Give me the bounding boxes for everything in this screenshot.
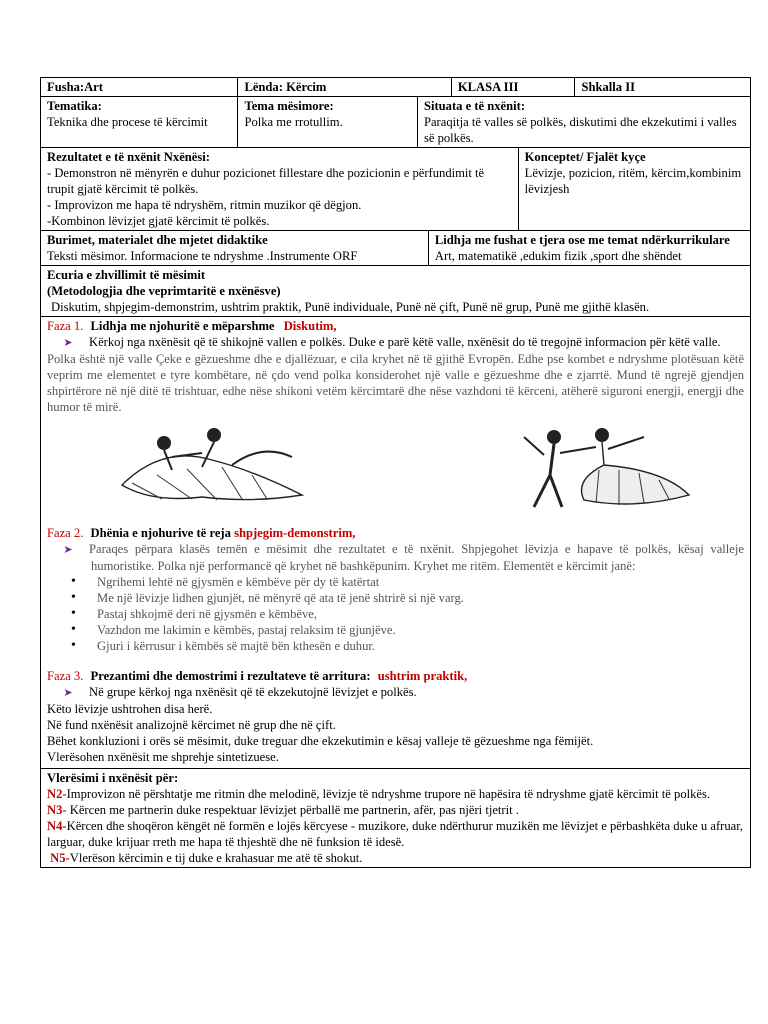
vleresimi-cell (41, 769, 750, 867)
vleresimi-item (47, 786, 744, 802)
level-badge: N3- (47, 803, 67, 817)
faza3-line: Në fund nxënësit analizojnë kërcimet në grup dhe në çift. (47, 718, 336, 732)
burimet-value: Teksti mësimor. Informacione te ndryshme .Instrumente ORF (47, 249, 358, 263)
faza3-bullet (47, 684, 744, 701)
list-item: • Ngrihemi lehtë në gjysmën e këmbëve për dy të katërtat (97, 574, 744, 590)
dancing-couple-illustration-2 (504, 425, 694, 511)
faza1-heading (47, 318, 744, 334)
konceptet-label: Konceptet/ Fjalët kyçe (524, 150, 646, 164)
rezultatet-item: - Improvizon me hapa të ndryshëm, ritmin muzikor që dëgjon. (47, 198, 362, 212)
faza2-label: Faza 2. (47, 526, 84, 540)
klasa-cell (451, 78, 575, 96)
shkalla-cell (574, 78, 750, 96)
fusha-cell (41, 78, 237, 96)
level-badge: N4- (47, 819, 67, 833)
faza1-bullet (47, 334, 744, 351)
level-badge: N5- (47, 851, 70, 865)
faza1-paragraph: Polka është një valle Çeke e gëzueshme dhe e djallëzuar, e cila kryhet në të gjithë Evropën. Edhe pse kombet e ndryshme plotësuan këtë veprim me elementet e tyre kombëtare, në çdo vend polka konsiderohet një valle e gëzueshme dhe e zjarrtë. Mund të ngrejë gjendjen shpirtërore në një ditë të trishtuar, edhe nëse shikoni vetëm kërcimtarë dhe nëse vazhdoni të kërceni, atëherë siguroni energji, energji dhe humor të mirë. (47, 352, 744, 414)
rezultatet-cell (41, 148, 518, 230)
list-item: • Vazhdon me lakimin e këmbës, pastaj relaksim të gjunjëve. (97, 622, 744, 638)
ecuria-row (40, 266, 751, 317)
faza1-bullet-text: Kërkoj nga nxënësit që të shikojnë vallen e polkës. Duke e parë këtë valle, nxënësit do të tregojnë informacion për këtë valle. (89, 335, 721, 349)
header-row (40, 77, 751, 97)
tema-label: Tema mësimore: (244, 99, 334, 113)
lidhja-cell (428, 231, 750, 265)
level-text: Vlerëson kërcimin e tij duke e krahasuar me atë të shokut. (69, 851, 363, 865)
faza2-bullet (47, 541, 744, 574)
metodologjia-title: (Metodologjia dhe veprimtaritë e nxënësve) (47, 284, 281, 298)
klasa-text: KLASA III (457, 80, 519, 94)
tema-cell (237, 97, 417, 147)
tematika-row (40, 97, 751, 148)
faza3-line: Këto lëvizje ushtrohen disa herë. (47, 702, 213, 716)
lenda-cell (237, 78, 450, 96)
lesson-plan-table (40, 77, 751, 868)
ecuria-cell (41, 266, 750, 316)
rezultatet-item: - Demonstron në mënyrën e duhur pozicionet fillestare dhe pozicionin e përfundimit të trupit gjatë kërcimit të polkës. (47, 166, 485, 196)
faza2-bullet-text: Paraqes përpara klasës temën e mësimit dhe rezultatet e të nxënit. Shpjegohet lëvizja e hapave të polkës, kësaj valleje humoristike. Polka një performancë që kryhet në bashkëpunim. Kryhet me ritëm. Elementët e kërcimit janë: (89, 542, 744, 573)
methods-list: Diskutim, shpjegim-demonstrim, ushtrim praktik, Punë individuale, Punë në çift, Punë në grup, Punë me gjithë klasën. (51, 300, 650, 314)
lenda-text: Lënda: Kërcim (244, 80, 327, 94)
level-badge: N2- (47, 787, 67, 801)
shkalla-text: Shkalla II (581, 80, 636, 94)
burimet-cell (41, 231, 428, 265)
rezultatet-label: Rezultatet e të nxënit Nxënësi: (47, 150, 210, 164)
level-text: Improvizon në përshtatje me ritmin dhe melodinë, lëvizje të ndryshme trupore në hapësira të ndryshme gjatë kërcimit të polkës. (66, 787, 711, 801)
vleresimi-row (40, 769, 751, 868)
konceptet-value: Lëvizje, pozicion, ritëm, kërcim,kombinim lëvizjesh (524, 166, 742, 196)
faza2-steps-list (47, 574, 744, 654)
situata-cell (417, 97, 750, 147)
arrow-bullet-icon: ➤ (63, 687, 73, 699)
faza2-title: Dhënia e njohurive të reja (90, 526, 231, 540)
faza3-line: Vlerësohen nxënësit me shprehje sintetizuese. (47, 750, 279, 764)
faza3-bullet-text: Në grupe kërkoj nga nxënësit që të ekzekutojnë lëvizjet e polkës. (89, 685, 417, 699)
faza3-heading (47, 668, 744, 684)
ecuria-title: Ecuria e zhvillimit të mësimit (47, 268, 206, 282)
konceptet-cell (518, 148, 750, 230)
list-item: • Gjuri i kërrusur i këmbës së majtë bën kthesën e duhur. (97, 638, 744, 654)
burimet-row (40, 231, 751, 266)
vleresimi-item (47, 850, 744, 866)
dancer-figures (47, 415, 744, 523)
dancing-couple-illustration-1 (102, 425, 312, 507)
lidhja-label: Lidhja me fushat e tjera ose me temat ndërkurrikulare (434, 233, 730, 247)
vleresimi-title: Vlerësimi i nxënësit për: (47, 771, 179, 785)
list-item: • Me një lëvizje lidhen gjunjët, në mënyrë që ata të jenë shtrirë si një varg. (97, 590, 744, 606)
situata-label: Situata e të nxënit: (423, 99, 526, 113)
level-text: Kërcen me partnerin duke respektuar lëvizjet përballë me partnerin, afër, pas njëri tjetrit . (66, 803, 519, 817)
tematika-label: Tematika: (47, 99, 102, 113)
tematika-value: Teknika dhe procese të kërcimit (47, 115, 208, 129)
faza3-line: Bëhet konkluzioni i orës së mësimit, duke treguar dhe ekzekutimin e kësaj valleje të gëzueshme nga fëmijët. (47, 734, 594, 748)
level-text: Kërcen dhe shoqëron këngët në formën e lojës kërcyese - muzikore, duke ndërthurur muzikën me lëvizjet e përbashkëta duke u afruar, larguar, duke krijuar rreth me hapa të thjeshtë dhe në funksion të idesë. (47, 819, 744, 849)
burimet-label: Burimet, materialet dhe mjetet didaktike (47, 233, 268, 247)
faza3-label: Faza 3. (47, 669, 84, 683)
faza2-heading (47, 525, 744, 541)
rezultatet-item: -Kombinon lëvizjet gjatë kërcimit të polkës. (47, 214, 270, 228)
faza3-title: Prezantimi dhe demostrimi i rezultateve të arritura: (90, 669, 371, 683)
faza1-title: Lidhja me njohuritë e mëparshme (90, 319, 275, 333)
arrow-bullet-icon: ➤ (63, 337, 73, 349)
fusha-text: Fusha:Art (47, 80, 103, 94)
faza-cell (41, 317, 750, 768)
faza2-method: shpjegim-demonstrim, (234, 526, 356, 540)
faza-row (40, 317, 751, 769)
faza3-method: ushtrim praktik, (377, 669, 468, 683)
tema-value: Polka me rrotullim. (244, 115, 343, 129)
list-item: • Pastaj shkojmë deri në gjysmën e këmbëve, (97, 606, 744, 622)
situata-value: Paraqitja të valles së polkës, diskutimi dhe ekzekutimi i valles së polkës. (423, 115, 737, 145)
tematika-cell (41, 97, 237, 147)
faza1-label: Faza 1. (47, 319, 84, 333)
lidhja-value: Art, matematikë ,edukim fizik ,sport dhe shëndet (434, 249, 682, 263)
rezultatet-row (40, 148, 751, 231)
vleresimi-item (47, 818, 744, 850)
vleresimi-item (47, 802, 744, 818)
faza1-method: Diskutim, (283, 319, 337, 333)
arrow-bullet-icon: ➤ (63, 544, 73, 556)
